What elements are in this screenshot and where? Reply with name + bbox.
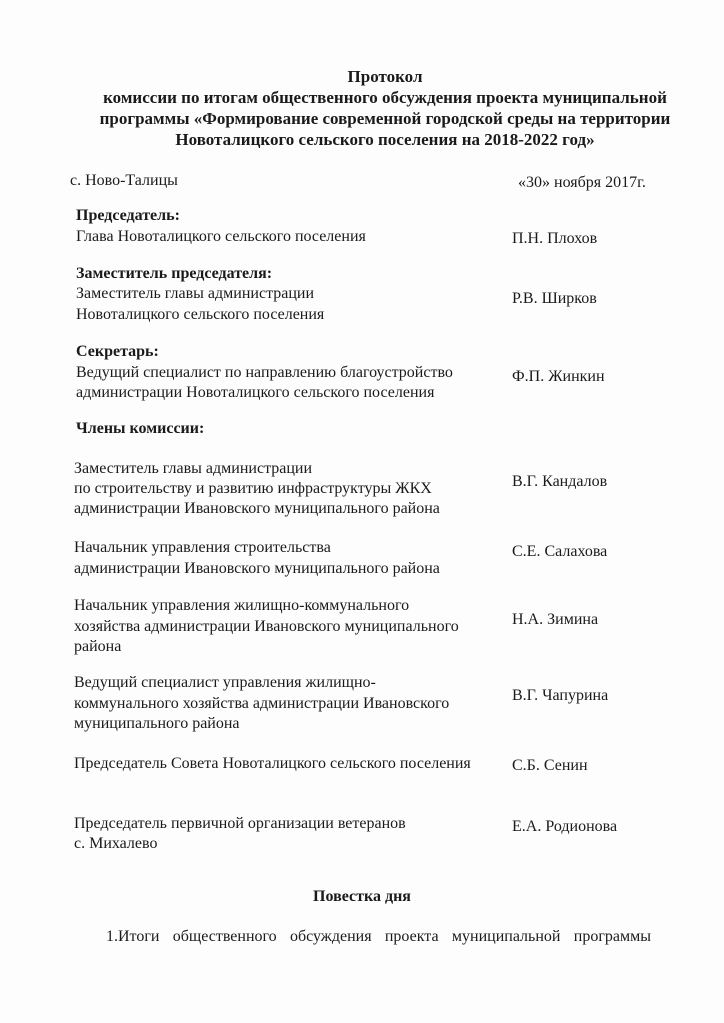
agenda-heading: Повестка дня — [313, 888, 411, 905]
member-position-line: с. Михалево — [74, 835, 158, 852]
member-name: С.Б. Сенин — [512, 757, 588, 774]
agenda-item: 1.Итоги общественного обсуждения проекта муниципальной программы — [106, 928, 651, 945]
secretary-position-line: администрации Новоталицкого сельского поселения — [76, 384, 435, 401]
member-position-line: Заместитель главы администрации — [74, 460, 313, 477]
deputy-heading: Заместитель председателя: — [76, 265, 273, 282]
member-position-line: администрации Ивановского муниципального района — [74, 500, 440, 517]
secretary-heading: Секретарь: — [76, 343, 159, 360]
title-line-2: комиссии по итогам общественного обсуждения проекта муниципальной — [103, 88, 667, 107]
document-title — [40, 66, 724, 150]
member-position-line: муниципального района — [74, 715, 240, 732]
member-position-line: по строительству и развитию инфраструктуры ЖКХ — [74, 480, 432, 497]
member-position-line: администрации Ивановского муниципального района — [74, 560, 440, 577]
member-name: Е.А. Родионова — [512, 818, 618, 835]
member-position-line: Председатель первичной организации ветеранов — [74, 815, 406, 832]
deputy-position-line: Заместитель главы администрации — [76, 285, 315, 302]
member-position-line: района — [74, 638, 122, 655]
member-position-line: Начальник управления строительства — [74, 539, 331, 556]
member-position-line: хозяйства администрации Ивановского муниципального — [74, 618, 459, 635]
deputy-name: Р.В. Ширков — [512, 290, 597, 307]
deputy-position-line: Новоталицкого сельского поселения — [76, 306, 325, 323]
chairman-position-line: Глава Новоталицкого сельского поселения — [76, 228, 366, 245]
member-name: В.Г. Кандалов — [512, 473, 608, 490]
member-name: В.Г. Чапурина — [512, 687, 609, 704]
member-position-line: Начальник управления жилищно-коммунального — [74, 597, 410, 614]
title-line-4: Новоталицкого сельского поселения на 2018-2022 год» — [175, 130, 595, 149]
title-line-1: Протокол — [347, 67, 423, 86]
member-position-line: коммунального хозяйства администрации Ивановского — [74, 695, 450, 712]
title-line-3: программы «Формирование современной городской среды на территории — [99, 109, 671, 128]
members-heading: Члены комиссии: — [76, 420, 205, 437]
member-name: Н.А. Зимина — [512, 611, 599, 628]
member-position-line: Ведущий специалист управления жилищно- — [74, 674, 376, 691]
meeting-date: «30» ноября 2017г. — [518, 174, 646, 191]
chairman-name: П.Н. Плохов — [512, 230, 598, 247]
member-position-line: Председатель Совета Новоталицкого сельского поселения — [74, 755, 471, 772]
secretary-name: Ф.П. Жинкин — [512, 368, 605, 385]
member-name: С.Е. Салахова — [512, 543, 608, 560]
secretary-position-line: Ведущий специалист по направлению благоустройство — [76, 364, 453, 381]
chairman-heading: Председатель: — [76, 207, 180, 224]
meeting-place: с. Ново-Талицы — [70, 172, 178, 189]
